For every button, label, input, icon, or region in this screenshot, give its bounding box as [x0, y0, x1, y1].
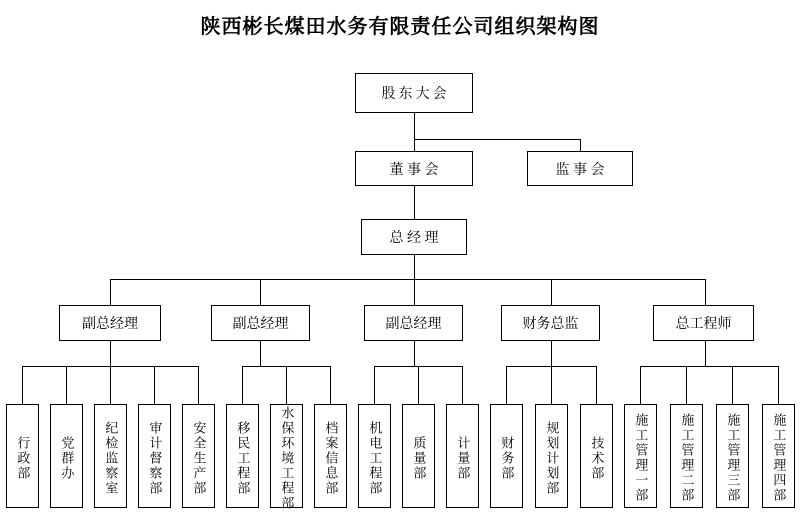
- node-cfo[interactable]: 财务总监: [501, 305, 600, 341]
- connector-deputy1-up: [110, 279, 111, 305]
- node-department-5[interactable]: 移民工程部: [226, 404, 259, 508]
- connector-dept-12-up: [551, 366, 552, 404]
- node-department-0[interactable]: 行政部: [6, 404, 39, 508]
- connector-dept-17-up: [778, 366, 779, 404]
- node-shareholders-meeting[interactable]: 股东大会: [355, 73, 473, 113]
- connector-deputy2-down: [260, 341, 261, 366]
- connector-dept-0-up: [22, 366, 23, 404]
- connector-board-supervisors-bus: [414, 139, 580, 140]
- connector-chief-engineer-down: [705, 341, 706, 366]
- connector-board-up: [414, 139, 415, 151]
- node-deputy-general-manager-2[interactable]: 副总经理: [211, 305, 310, 341]
- connector-dept-15-up: [686, 366, 687, 404]
- connector-gm-down: [414, 255, 415, 279]
- node-department-10[interactable]: 计量部: [446, 404, 479, 508]
- connector-dept-3-up: [154, 366, 155, 404]
- node-department-3[interactable]: 审计督察部: [138, 404, 171, 508]
- connector-chief-engineer-up: [705, 279, 706, 305]
- node-department-8[interactable]: 机电工程部: [358, 404, 391, 508]
- connector-dept-11-up: [506, 366, 507, 404]
- connector-dept-7-up: [330, 366, 331, 404]
- connector-dept-2-up: [110, 366, 111, 404]
- connector-deputy1-down: [110, 341, 111, 366]
- connector-cfo-down: [551, 341, 552, 366]
- connector-dept-14-up: [640, 366, 641, 404]
- node-department-13[interactable]: 技术部: [580, 404, 613, 508]
- node-department-12[interactable]: 规划计划部: [535, 404, 568, 508]
- node-department-2[interactable]: 纪检监察室: [94, 404, 127, 508]
- connector-dept-4-up: [198, 366, 199, 404]
- node-general-manager[interactable]: 总 经 理: [361, 219, 467, 255]
- connector-cfo-up: [551, 279, 552, 305]
- node-board-of-supervisors[interactable]: 监 事 会: [527, 151, 633, 186]
- node-department-14[interactable]: 施工管理一部: [624, 404, 657, 508]
- connector-executive-bus: [110, 279, 705, 280]
- connector-supervisors-up: [580, 139, 581, 151]
- node-department-17[interactable]: 施工管理四部: [762, 404, 795, 508]
- connector-deputy3-up: [414, 279, 415, 305]
- connector-deputy3-down: [414, 341, 415, 366]
- connector-deputy2-up: [260, 279, 261, 305]
- connector-dept-10-up: [462, 366, 463, 404]
- connector-shareholders-down: [414, 113, 415, 139]
- node-department-7[interactable]: 档案信息部: [314, 404, 347, 508]
- node-chief-engineer[interactable]: 总工程师: [653, 305, 754, 341]
- connector-dept-16-up: [732, 366, 733, 404]
- node-department-1[interactable]: 党群办: [50, 404, 83, 508]
- node-department-6[interactable]: 水保环境工程部: [270, 404, 303, 508]
- node-department-16[interactable]: 施工管理三部: [716, 404, 749, 508]
- node-department-15[interactable]: 施工管理二部: [670, 404, 703, 508]
- connector-board-to-gm: [414, 186, 415, 219]
- node-department-4[interactable]: 安全生产部: [182, 404, 215, 508]
- connector-dept-5-up: [242, 366, 243, 404]
- node-department-9[interactable]: 质量部: [402, 404, 435, 508]
- connector-chief-engineer-bus: [640, 366, 778, 367]
- connector-dept-1-up: [66, 366, 67, 404]
- page-title: 陕西彬长煤田水务有限责任公司组织架构图: [200, 16, 600, 38]
- connector-dept-8-up: [374, 366, 375, 404]
- node-deputy-general-manager-3[interactable]: 副总经理: [364, 305, 463, 341]
- connector-dept-6-up: [286, 366, 287, 404]
- connector-dept-13-up: [596, 366, 597, 404]
- connector-dept-9-up: [418, 366, 419, 404]
- node-deputy-general-manager-1[interactable]: 副总经理: [59, 305, 161, 341]
- node-department-11[interactable]: 财务部: [490, 404, 523, 508]
- node-board-of-directors[interactable]: 董 事 会: [355, 151, 473, 186]
